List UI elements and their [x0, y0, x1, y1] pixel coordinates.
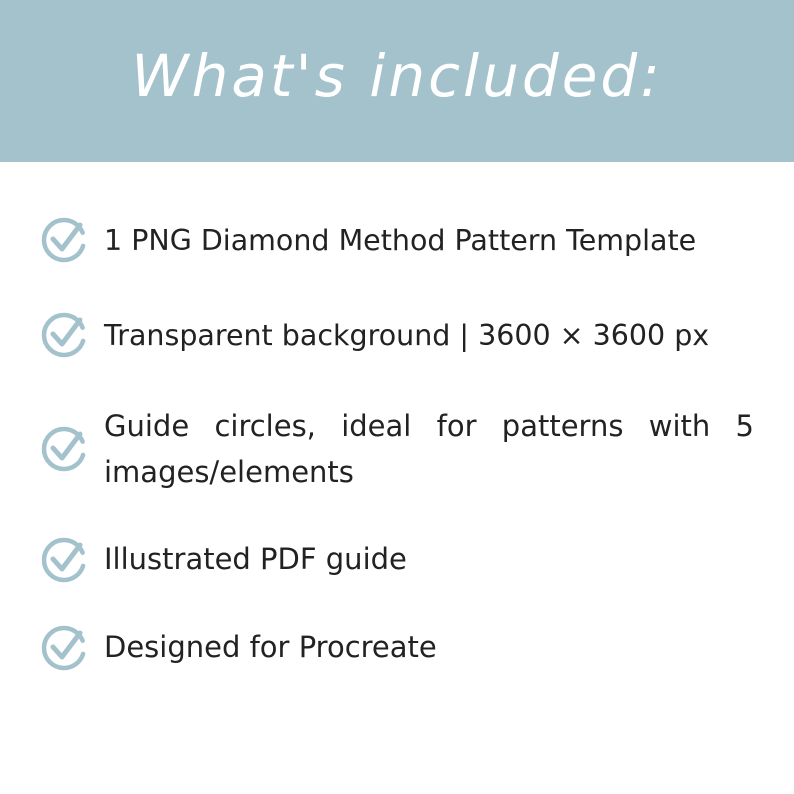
check-circle-icon: [40, 311, 88, 359]
list-item-label: Illustrated PDF guide: [104, 542, 407, 576]
check-circle-icon: [40, 216, 88, 264]
list-item-label: Transparent background | 3600 × 3600 px: [104, 319, 710, 352]
list-item-label: Guide circles, ideal for patterns with 5 images/elements: [104, 409, 754, 489]
list-item-label: Designed for Procreate: [104, 630, 437, 664]
check-circle-icon: [40, 536, 88, 584]
check-circle-icon: [40, 425, 88, 473]
list-item-label: 1 PNG Diamond Method Pattern Template: [104, 224, 697, 257]
check-circle-icon: [40, 624, 88, 672]
page-title: What's included:: [131, 42, 663, 110]
